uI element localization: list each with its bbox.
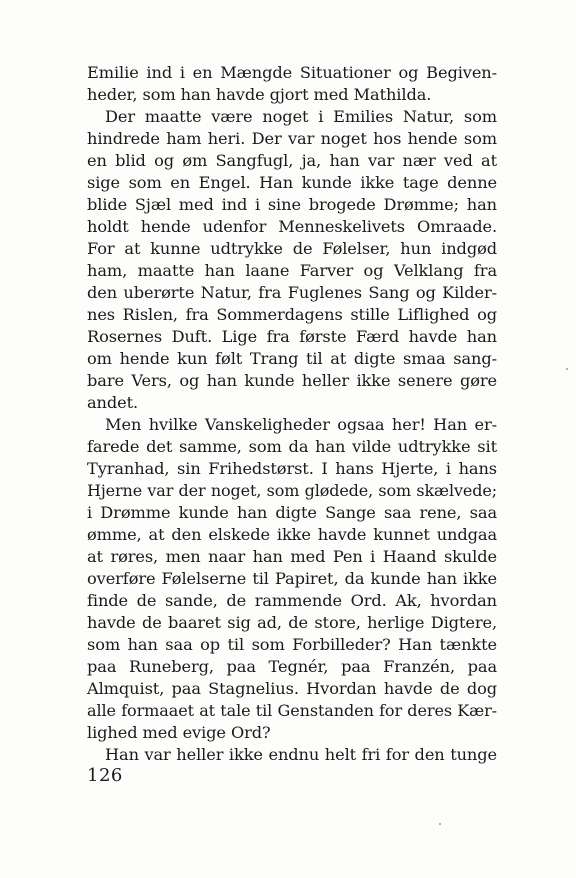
text-line: Almquist, paa Stagnelius. Hvordan havde de dog [87, 679, 497, 698]
text-line: i Drømme kunde han digte Sange saa rene, saa [87, 503, 497, 522]
text-line: havde de baaret sig ad, de store, herlige Digtere, [87, 613, 497, 632]
text-line: som han saa op til som Forbilleder? Han tænkte [87, 635, 497, 654]
text-line: lighed med evige Ord? [87, 723, 271, 742]
text-line: Rosernes Duft. Lige fra første Færd havde han [87, 327, 497, 346]
text-line: sige som en Engel. Han kunde ikke tage denne [87, 173, 497, 192]
text-line: Der maatte være noget i Emilies Natur, som [105, 107, 497, 126]
text-line: Men hvilke Vanskeligheder ogsaa her! Han er- [105, 415, 497, 434]
text-line: For at kunne udtrykke de Følelser, hun indgød [87, 239, 497, 258]
text-line: andet. [87, 393, 139, 412]
text-line: overføre Følelserne til Papiret, da kunde han ikke [87, 569, 497, 588]
text-line: blide Sjæl med ind i sine brogede Drømme; han [87, 195, 497, 214]
paper-speck [566, 368, 568, 370]
text-line: ømme, at den elskede ikke havde kunnet undgaa [87, 525, 497, 544]
text-line: finde de sande, de rammende Ord. Ak, hvordan [87, 591, 497, 610]
text-line: ham, maatte han laane Farver og Velklang fra [87, 261, 497, 280]
text-line: hindrede ham heri. Der var noget hos hende som [87, 129, 497, 148]
text-line: farede det samme, som da han vilde udtrykke sit [87, 437, 497, 456]
text-line: Tyranhad, sin Frihedstørst. I hans Hjerte, i hans [87, 459, 497, 478]
text-line: bare Vers, og han kunde heller ikke senere gøre [87, 371, 497, 390]
body-text [87, 62, 497, 766]
page-number: 126 [87, 765, 123, 786]
text-line: Hjerne var der noget, som glødede, som skælvede; [87, 481, 497, 500]
text-line: heder, som han havde gjort med Mathilda. [87, 85, 432, 104]
text-line: om hende kun følt Trang til at digte smaa sang- [87, 349, 497, 368]
text-line: nes Rislen, fra Sommerdagens stille Liflighed og [87, 305, 497, 324]
text-line: Emilie ind i en Mængde Situationer og Begiven- [87, 63, 497, 82]
text-line: en blid og øm Sangfugl, ja, han var nær ved at [87, 151, 497, 170]
text-line: den uberørte Natur, fra Fuglenes Sang og Kilder- [87, 283, 497, 302]
text-line: at røres, men naar han med Pen i Haand skulde [87, 547, 497, 566]
text-line: alle formaaet at tale til Genstanden for deres Kær- [87, 701, 497, 720]
text-line: Han var heller ikke endnu helt fri for den tunge [105, 745, 497, 764]
text-line: paa Runeberg, paa Tegnér, paa Franzén, paa [87, 657, 497, 676]
paper-speck [439, 823, 441, 825]
text-line: holdt hende udenfor Menneskelivets Omraade. [87, 217, 497, 236]
